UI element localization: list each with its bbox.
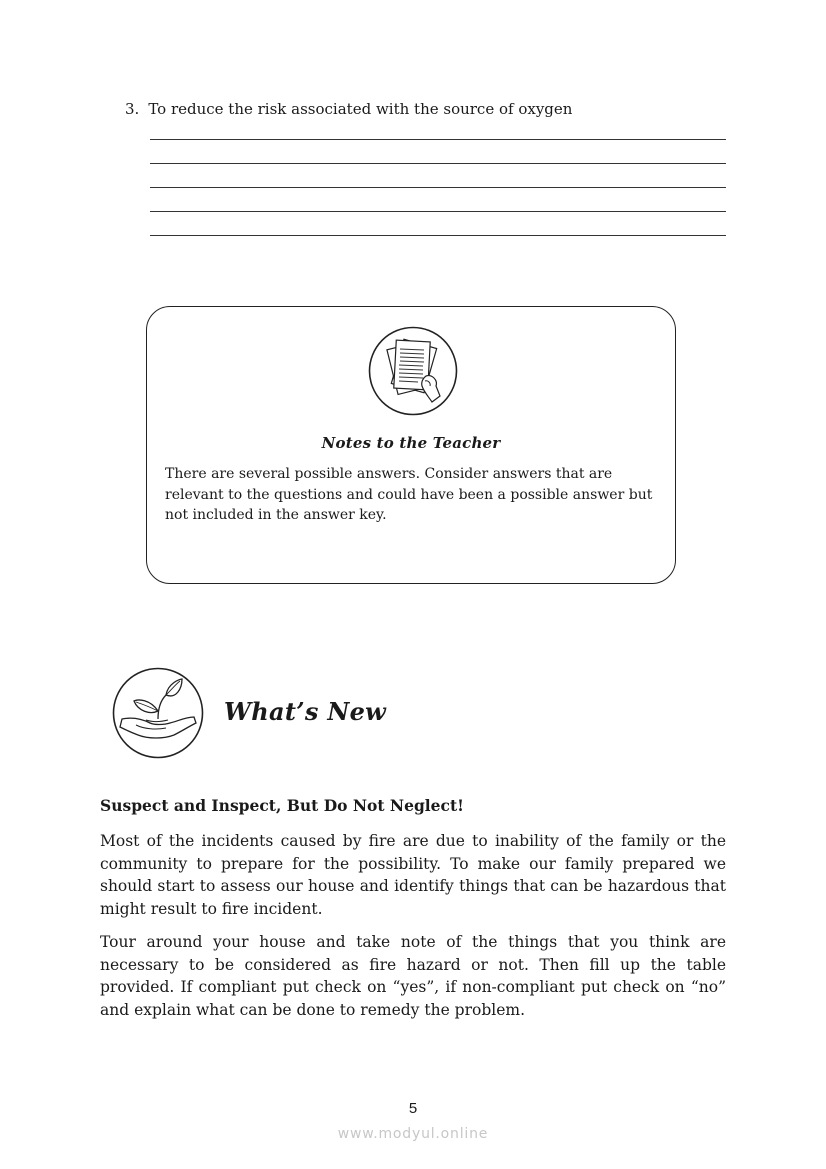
section-heading: Suspect and Inspect, But Do Not Neglect!	[100, 796, 464, 815]
page-number: 5	[408, 1100, 418, 1117]
question-number: 3.	[125, 100, 140, 118]
answer-line[interactable]	[150, 212, 726, 236]
whats-new-header	[112, 667, 512, 759]
paragraph-2: Tour around your house and take note of the things that you think are necessary to be considered as fire hazard or not. Then fill up the table provided. If compliant put check on “yes”, if non-compliant put check on “no” and explain what can be done to remedy the problem.	[100, 933, 726, 1019]
answer-line[interactable]	[150, 164, 726, 188]
notes-title: Notes to the Teacher	[321, 434, 501, 452]
question-3	[125, 100, 726, 236]
paragraph-1: Most of the incidents caused by fire are due to inability of the family or the community to prepare for the possibility. To make our family prepared we should start to assess our house and identify things that can be hazardous that might result to fire incident.	[100, 832, 726, 918]
answer-line[interactable]	[150, 188, 726, 212]
papers-hand-icon	[368, 326, 458, 416]
whats-new-title: What’s New	[224, 697, 387, 726]
notes-to-teacher-box	[146, 306, 676, 584]
answer-lines[interactable]	[150, 136, 726, 236]
question-text: To reduce the risk associated with the source of oxygen	[148, 100, 573, 118]
question-label	[125, 100, 726, 118]
answer-line[interactable]	[150, 140, 726, 164]
plant-hands-icon	[112, 667, 204, 759]
watermark: www.modyul.online	[337, 1126, 489, 1142]
notes-body: There are several possible answers. Consider answers that are relevant to the questions and could have been a possible answer but not included in the answer key.	[165, 466, 653, 523]
